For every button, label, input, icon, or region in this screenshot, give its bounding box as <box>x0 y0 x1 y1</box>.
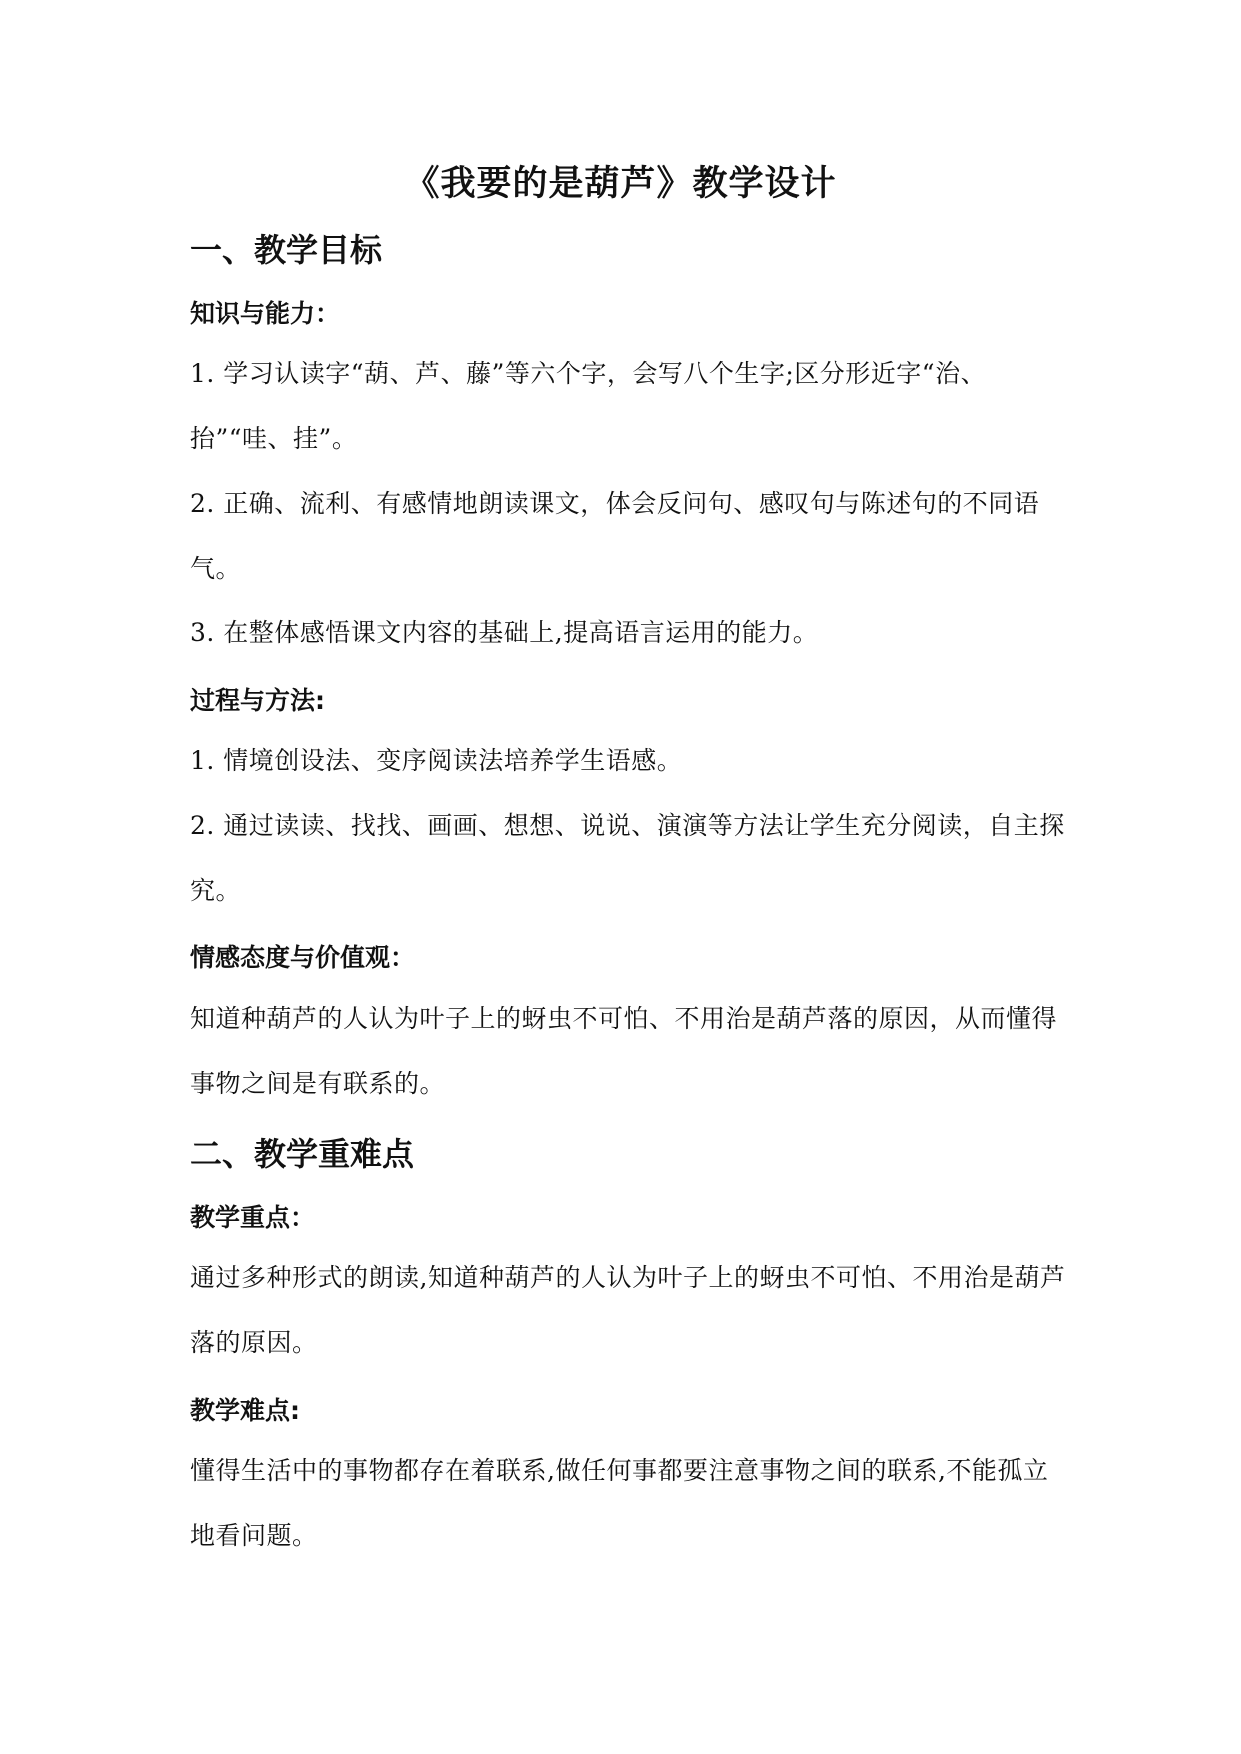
emotion-item-1: 知道种葫芦的人认为叶子上的蚜虫不可怕、不用治是葫芦落的原因，从而懂得事物之间是有联系的。 <box>190 1004 1058 1098</box>
subheading-process-method: 过程与方法: <box>190 686 325 715</box>
knowledge-item-3: 3. 在整体感悟课文内容的基础上,提高语言运用的能力。 <box>190 618 819 647</box>
difficulty-text: 懂得生活中的事物都存在着联系,做任何事都要注意事物之间的联系,不能孤立地看问题。 <box>190 1456 1049 1550</box>
document-title: 《我要的是葫芦》教学设计 <box>404 164 837 204</box>
subheading-emotion-values: 情感态度与价值观： <box>190 943 416 972</box>
subheading-knowledge-ability: 知识与能力： <box>190 299 341 328</box>
key-point-text: 通过多种形式的朗读,知道种葫芦的人认为叶子上的蚜虫不可怕、不用治是葫芦落的原因。 <box>190 1263 1066 1357</box>
section-heading-teaching-goals: 一、教学目标 <box>190 231 383 269</box>
subheading-difficulty: 教学难点: <box>190 1396 300 1425</box>
process-item-1: 1. 情境创设法、变序阅读法培养学生语感。 <box>190 746 683 775</box>
process-item-2: 2. 通过读读、找找、画画、想想、说说、演演等方法让学生充分阅读，自主探究。 <box>190 811 1065 905</box>
knowledge-item-1: 1. 学习认读字“葫、芦、藤”等六个字，会写八个生字;区分形近字“治、抬”“哇、挂”。 <box>190 359 987 453</box>
subheading-key-point: 教学重点： <box>190 1203 316 1232</box>
knowledge-item-2: 2. 正确、流利、有感情地朗读课文，体会反问句、感叹句与陈述句的不同语气。 <box>190 489 1040 583</box>
section-heading-key-difficult-points: 二、教学重难点 <box>190 1135 415 1173</box>
